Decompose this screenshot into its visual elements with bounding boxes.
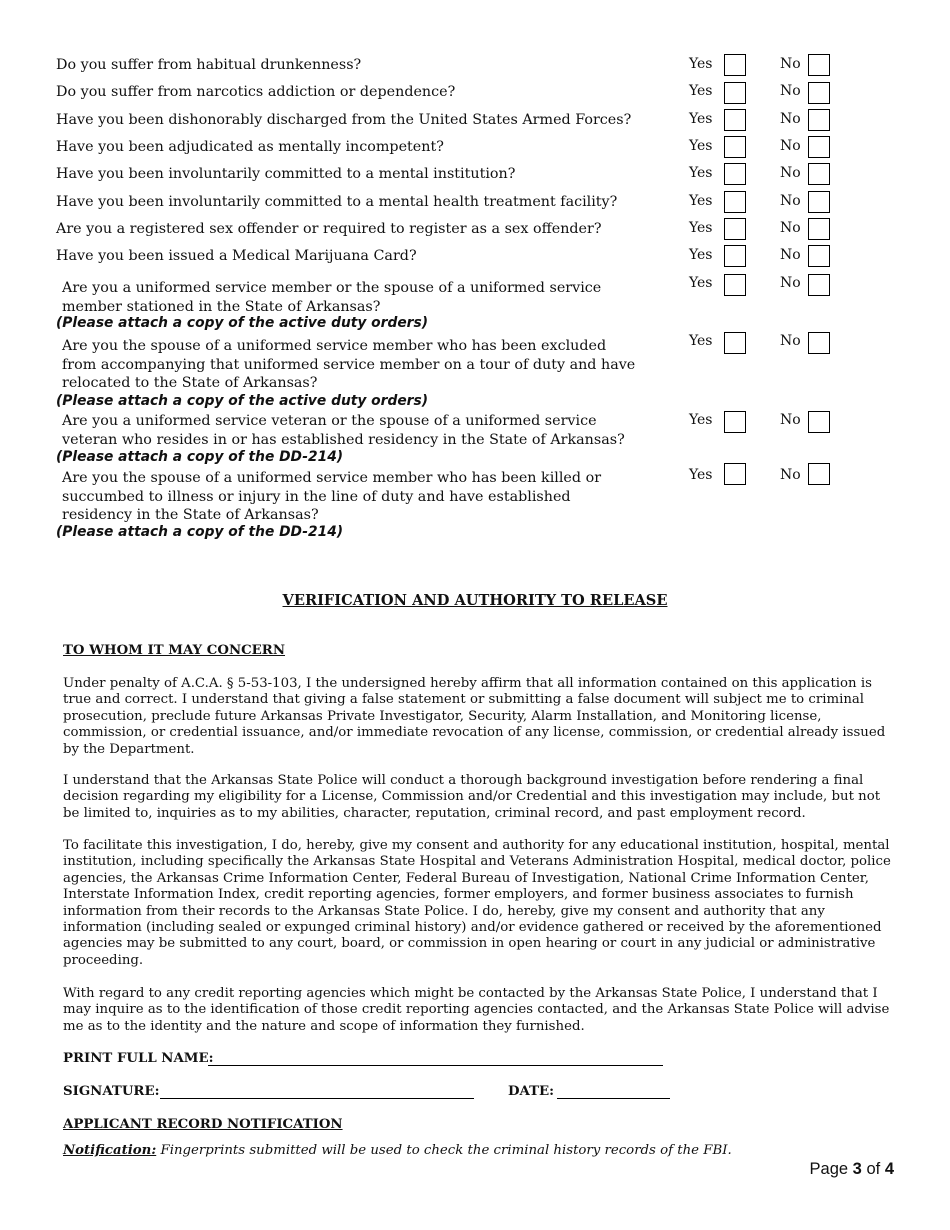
military-question-text xyxy=(62,469,601,525)
notification-label: Notification: xyxy=(63,1143,157,1158)
yes-checkbox[interactable] xyxy=(724,411,746,433)
print-name-label: PRINT FULL NAME: xyxy=(63,1051,214,1066)
military-question-text xyxy=(62,412,625,449)
paragraph-affirmation: Under penalty of A.C.A. § 5-53-103, I the undersigned hereby affirm that all information contained on this application is true and correct. I understand that giving a false statement or submitting a false document will subject me to criminal prosecution, preclude future Arkansas Private Investigator, Security, Alarm Installation, and Monitoring license, commission, or credential issuance, and/or immediate revocation of any license, commission, or credential already issued by the Department. xyxy=(63,676,886,757)
no-checkbox[interactable] xyxy=(808,218,830,240)
yes-label: Yes xyxy=(689,412,713,428)
yes-label: Yes xyxy=(689,165,713,181)
military-question-text xyxy=(62,337,635,393)
question-line: veteran who resides in or has established residency in the State of Arkansas? xyxy=(62,431,625,448)
page-prefix: Page xyxy=(809,1160,849,1178)
paragraph-consent: To facilitate this investigation, I do, hereby, give my consent and authority for any educational institution, hospital, mental institution, including specifically the Arkansas State Hospital and Veterans Administration Hospital, medical doctor, police agencies, the Arkansas Crime Information Center, Federal Bureau of Investigation, National Crime Information Center, Interstate Information Index, credit reporting agencies, former employers, and former business associates to furnish information from their records to the Arkansas State Police. I do, hereby, give my consent and authority that any information (including sealed or expunged criminal history) and/or evidence gathered or received by the aforementioned agencies may be submitted to any court, board, or commission in open hearing or court in any judicial or administrative proceeding. xyxy=(63,838,891,968)
no-label: No xyxy=(780,467,801,483)
no-label: No xyxy=(780,138,801,154)
question-text: Do you suffer from narcotics addiction or dependence? xyxy=(56,84,456,100)
yes-checkbox[interactable] xyxy=(724,109,746,131)
no-label: No xyxy=(780,333,801,349)
no-label: No xyxy=(780,111,801,127)
yes-label: Yes xyxy=(689,56,713,72)
salutation: TO WHOM IT MAY CONCERN xyxy=(63,643,286,658)
page-total: 4 xyxy=(884,1160,894,1178)
verification-title: VERIFICATION AND AUTHORITY TO RELEASE xyxy=(282,592,668,609)
print-name-field[interactable] xyxy=(208,1065,663,1066)
attachment-note: (Please attach a copy of the active duty orders) xyxy=(56,393,429,409)
question-text: Have you been involuntarily committed to a mental institution? xyxy=(56,166,516,182)
signature-label: SIGNATURE: xyxy=(63,1084,160,1099)
page-current: 3 xyxy=(852,1160,862,1178)
notification-text xyxy=(63,1143,732,1158)
no-checkbox[interactable] xyxy=(808,332,830,354)
military-question-text xyxy=(62,279,601,316)
yes-checkbox[interactable] xyxy=(724,332,746,354)
no-checkbox[interactable] xyxy=(808,136,830,158)
yes-label: Yes xyxy=(689,193,713,209)
attachment-note: (Please attach a copy of the DD-214) xyxy=(56,449,344,465)
question-text: Do you suffer from habitual drunkenness? xyxy=(56,57,362,73)
question-text: Have you been dishonorably discharged from the United States Armed Forces? xyxy=(56,112,632,128)
no-checkbox[interactable] xyxy=(808,54,830,76)
yes-label: Yes xyxy=(689,275,713,291)
yes-label: Yes xyxy=(689,467,713,483)
notification-body: Fingerprints submitted will be used to check the criminal history records of the FBI. xyxy=(160,1143,732,1158)
no-checkbox[interactable] xyxy=(808,463,830,485)
yes-label: Yes xyxy=(689,333,713,349)
yes-label: Yes xyxy=(689,247,713,263)
question-text: Have you been issued a Medical Marijuana Card? xyxy=(56,248,417,264)
yes-checkbox[interactable] xyxy=(724,463,746,485)
yes-label: Yes xyxy=(689,138,713,154)
no-label: No xyxy=(780,83,801,99)
question-line: residency in the State of Arkansas? xyxy=(62,507,319,523)
question-line: Are you a uniformed service member or the spouse of a uniformed service xyxy=(62,280,602,296)
question-text: Have you been adjudicated as mentally incompetent? xyxy=(56,139,444,155)
question-line: member stationed in the State of Arkansas? xyxy=(62,298,381,315)
question-line: from accompanying that uniformed service member on a tour of duty and have xyxy=(62,356,636,373)
question-text: Are you a registered sex offender or required to register as a sex offender? xyxy=(56,221,602,237)
yes-label: Yes xyxy=(689,220,713,236)
no-checkbox[interactable] xyxy=(808,274,830,296)
yes-checkbox[interactable] xyxy=(724,245,746,267)
no-checkbox[interactable] xyxy=(808,109,830,131)
no-checkbox[interactable] xyxy=(808,411,830,433)
no-label: No xyxy=(780,412,801,428)
yes-checkbox[interactable] xyxy=(724,82,746,104)
no-checkbox[interactable] xyxy=(808,82,830,104)
yes-checkbox[interactable] xyxy=(724,191,746,213)
yes-checkbox[interactable] xyxy=(724,218,746,240)
no-label: No xyxy=(780,247,801,263)
yes-checkbox[interactable] xyxy=(724,163,746,185)
question-line: Are you the spouse of a uniformed service member who has been excluded xyxy=(62,338,607,354)
no-label: No xyxy=(780,165,801,181)
attachment-note: (Please attach a copy of the DD-214) xyxy=(56,524,344,540)
page-of: of xyxy=(866,1160,881,1178)
yes-label: Yes xyxy=(689,111,713,127)
yes-label: Yes xyxy=(689,83,713,99)
paragraph-credit: With regard to any credit reporting agencies which might be contacted by the Arkansas State Police, I understand that I may inquire as to the identification of those credit reporting agencies contacted, and the Arkansas State Police will advise me as to the identity and the nature and scope of information they furnished. xyxy=(63,986,890,1034)
question-line: succumbed to illness or injury in the line of duty and have established xyxy=(62,488,571,505)
yes-checkbox[interactable] xyxy=(724,136,746,158)
no-label: No xyxy=(780,275,801,291)
no-checkbox[interactable] xyxy=(808,191,830,213)
question-line: Are you a uniformed service veteran or the spouse of a uniformed service xyxy=(62,413,597,429)
signature-field[interactable] xyxy=(160,1098,474,1099)
date-field[interactable] xyxy=(557,1098,670,1099)
record-notification-heading: APPLICANT RECORD NOTIFICATION xyxy=(63,1117,343,1132)
yes-checkbox[interactable] xyxy=(724,274,746,296)
yes-checkbox[interactable] xyxy=(724,54,746,76)
no-label: No xyxy=(780,220,801,236)
page-number xyxy=(810,1160,894,1179)
no-checkbox[interactable] xyxy=(808,245,830,267)
no-label: No xyxy=(780,56,801,72)
paragraph-investigation: I understand that the Arkansas State Police will conduct a thorough background investigation before rendering a final decision regarding my eligibility for a License, Commission and/or Credential and this investigation may include, but not be limited to, inquiries as to my abilities, character, reputation, criminal record, and past employment record. xyxy=(63,773,881,821)
question-line: Are you the spouse of a uniformed service member who has been killed or xyxy=(62,470,602,486)
question-line: relocated to the State of Arkansas? xyxy=(62,375,318,391)
question-text: Have you been involuntarily committed to a mental health treatment facility? xyxy=(56,194,618,210)
no-label: No xyxy=(780,193,801,209)
attachment-note: (Please attach a copy of the active duty orders) xyxy=(56,315,429,331)
date-label: DATE: xyxy=(508,1084,555,1099)
no-checkbox[interactable] xyxy=(808,163,830,185)
